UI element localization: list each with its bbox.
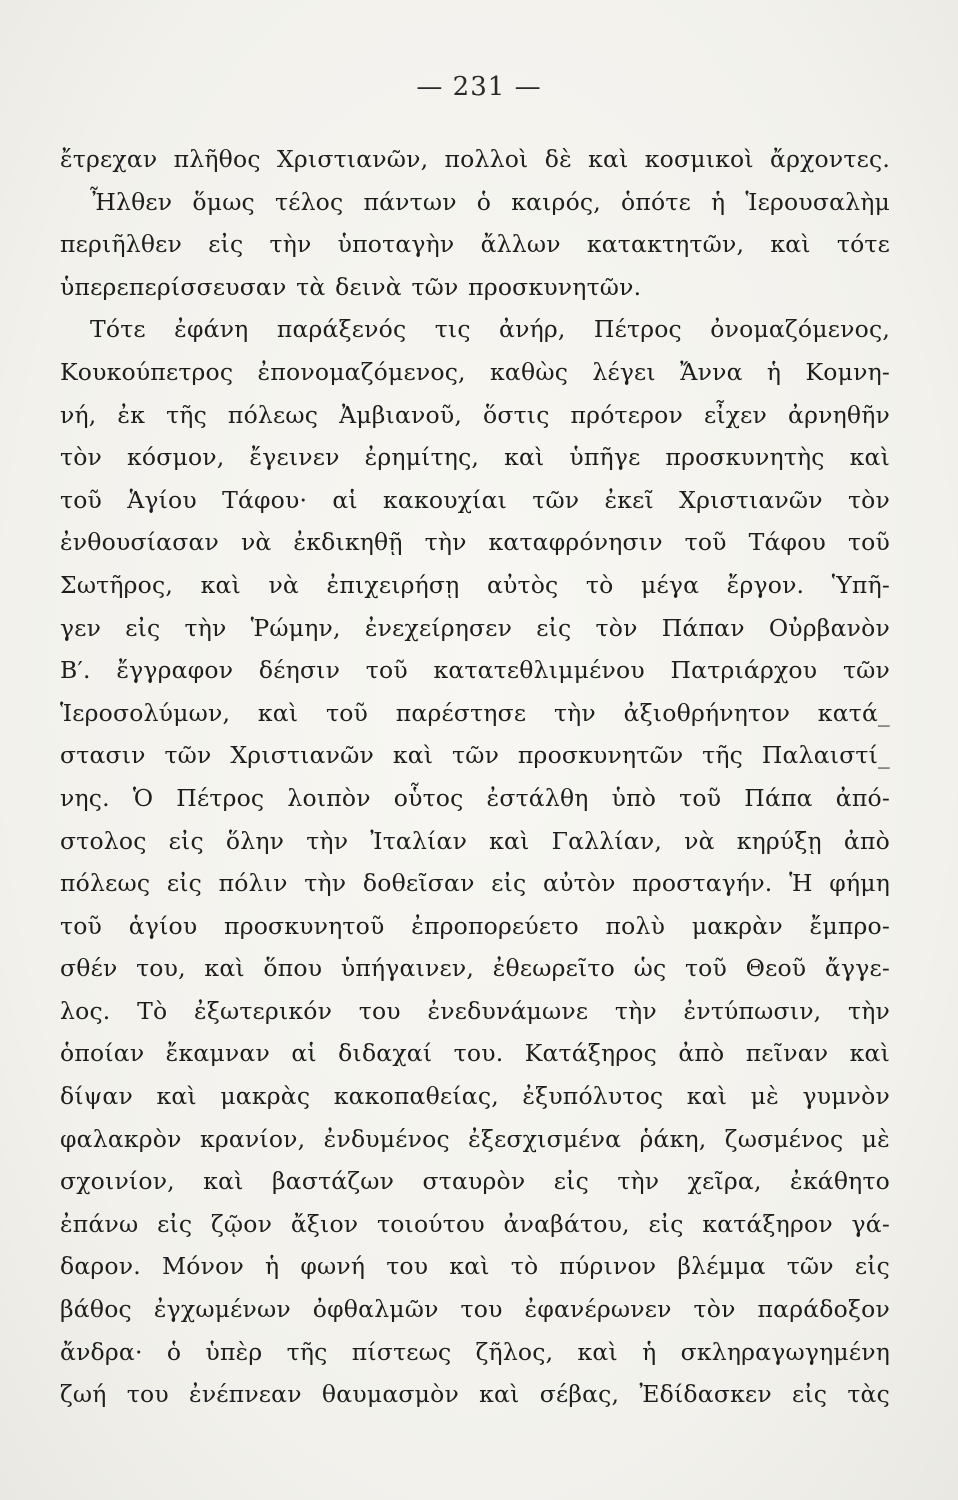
text-line: Τότε ἐφάνη παράξενός τις ἀνήρ, Πέτρος ὀνομαζόμενος, <box>90 315 890 344</box>
text-line: ὑπερεπερίσσευσαν τὰ δεινὰ τῶν προσκυνητῶν. <box>60 272 642 301</box>
text-line: Σωτῆρος, καὶ νὰ ἐπιχειρήσῃ αὐτὸς τὸ μέγα ἔργον. Ὑπῆ- <box>60 570 890 599</box>
text-line: βάθος ἐγχωμένων ὀφθαλμῶν του ἐφανέρωνεν τὸν παράδοξον <box>60 1295 890 1324</box>
text-line: σθέν του, καὶ ὅπου ὑπήγαινεν, ἐθεωρεῖτο ὡς τοῦ Θεοῦ ἄγγε- <box>60 954 890 983</box>
text-line: νης. Ὁ Πέτρος λοιπὸν οὗτος ἐστάλθη ὑπὸ τοῦ Πάπα ἀπό- <box>60 783 890 812</box>
text-line: σχοινίον, καὶ βαστάζων σταυρὸν εἰς τὴν χεῖρα, ἐκάθητο <box>60 1167 890 1196</box>
text-line: ἐπάνω εἰς ζῷον ἄξιον τοιούτου ἀναβάτου, εἰς κατάξηρον γά- <box>60 1209 890 1238</box>
text-line: λος. Τὸ ἐξωτερικόν του ἐνεδυνάμωνε τὴν ἐντύπωσιν, τὴν <box>60 996 890 1025</box>
text-line: ὁποίαν ἔκαμναν αἱ διδαχαί του. Κατάξηρος ἀπὸ πεῖναν καὶ <box>60 1039 890 1068</box>
text-line: τοῦ ἁγίου προσκυνητοῦ ἐπροπορεύετο πολὺ μακρὰν ἔμπρο- <box>60 911 890 940</box>
text-line: Β′. ἔγγραφον δέησιν τοῦ κατατεθλιμμένου Πατριάρχου τῶν <box>60 656 890 685</box>
text-line: στολος εἰς ὅλην τὴν Ἰταλίαν καὶ Γαλλίαν, νὰ κηρύξῃ ἀπὸ <box>60 826 890 855</box>
text-line: περιῆλθεν εἰς τὴν ὑποταγὴν ἄλλων κατακτητῶν, καὶ τότε <box>60 230 890 259</box>
text-line: ἐνθουσίασαν νὰ ἐκδικηθῇ τὴν καταφρόνησιν τοῦ Τάφου τοῦ <box>60 528 890 557</box>
text-line: τὸν κόσμον, ἔγεινεν ἐρημίτης, καὶ ὑπῆγε προσκυνητὴς καὶ <box>60 443 890 472</box>
text-line: δαρον. Μόνον ἡ φωνή του καὶ τὸ πύρινον βλέμμα τῶν εἰς <box>60 1252 890 1281</box>
text-line: γεν εἰς τὴν Ῥώμην, ἐνεχείρησεν εἰς τὸν Πάπαν Οὐρβανὸν <box>60 613 890 642</box>
text-line: Κουκούπετρος ἐπονομαζόμενος, καθὼς λέγει Ἄννα ἡ Κομνη- <box>60 357 890 386</box>
text-line: φαλακρὸν κρανίον, ἐνδυμένος ἐξεσχισμένα ῥάκη, ζωσμένος μὲ <box>60 1124 890 1153</box>
page-number: — 231 — <box>416 72 542 102</box>
text-line: τοῦ Ἁγίου Τάφου· αἱ κακουχίαι τῶν ἐκεῖ Χριστιανῶν τὸν <box>60 485 890 514</box>
text-line: ἄνδρα· ὁ ὑπὲρ τῆς πίστεως ζῆλος, καὶ ἡ σκληραγωγημένη <box>60 1337 890 1366</box>
text-line: νή, ἐκ τῆς πόλεως Ἀμβιανοῦ, ὅστις πρότερον εἶχεν ἀρνηθῆν <box>60 400 890 429</box>
text-line: Ἱεροσολύμων, καὶ τοῦ παρέστησε τὴν ἀξιοθρήνητον κατά_ <box>60 698 890 727</box>
body-text <box>60 138 890 1416</box>
text-line: ζωή του ἐνέπνεαν θαυμασμὸν καὶ σέβας, Ἐδίδασκεν εἰς τὰς <box>60 1380 890 1409</box>
text-line: δίψαν καὶ μακρὰς κακοπαθείας, ἐξυπόλυτος καὶ μὲ γυμνὸν <box>60 1082 890 1111</box>
text-line: Ἦλθεν ὅμως τέλος πάντων ὁ καιρός, ὁπότε ἡ Ἱερουσαλὴμ <box>90 187 890 216</box>
text-line: πόλεως εἰς πόλιν τὴν δοθεῖσαν εἰς αὐτὸν προσταγήν. Ἡ φήμη <box>60 869 890 898</box>
text-line: ἔτρεχαν πλῆθος Χριστιανῶν, πολλοὶ δὲ καὶ κοσμικοὶ ἄρχοντες. <box>60 145 890 173</box>
text-line: στασιν τῶν Χριστιανῶν καὶ τῶν προσκυνητῶν τῆς Παλαιστί_ <box>60 741 890 770</box>
